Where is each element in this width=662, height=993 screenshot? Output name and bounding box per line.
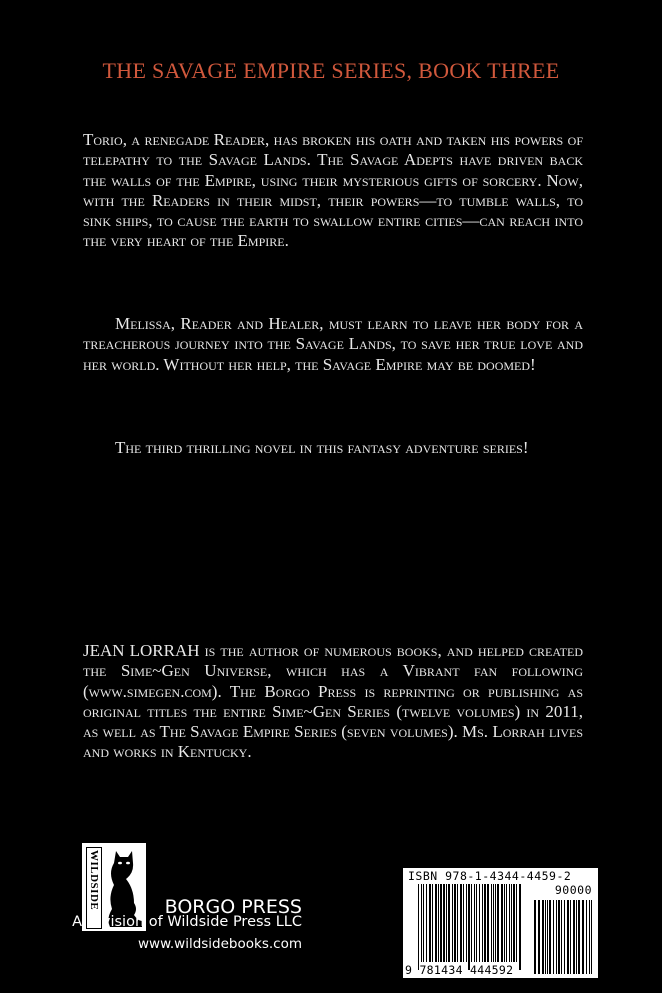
barcode-bar	[479, 884, 480, 962]
barcode-bar	[547, 900, 548, 974]
isbn-number: ISBN 978-1-4344-4459-2	[408, 869, 572, 883]
barcode-bar	[582, 900, 584, 974]
barcode-bar	[452, 884, 453, 962]
blurb-paragraph-3: The third thrilling novel in this fantasy adventure series!	[115, 438, 529, 457]
barcode-bar	[463, 884, 464, 962]
barcode-bar	[586, 900, 587, 974]
barcode-bar	[466, 884, 467, 962]
barcode-bar	[504, 884, 505, 962]
publisher-division: A Division of Wildside Press LLC	[72, 914, 302, 930]
barcode-bar	[542, 900, 544, 974]
barcode-bar	[553, 900, 554, 974]
series-title: THE SAVAGE EMPIRE SERIES, BOOK THREE	[102, 58, 560, 83]
barcode-bar	[538, 900, 540, 974]
barcode-bar	[511, 884, 512, 962]
barcode-bar	[435, 884, 437, 962]
barcode-bar	[513, 884, 515, 962]
barcode-bar	[421, 884, 422, 962]
barcode-bar	[487, 884, 489, 962]
barcode-bar	[491, 884, 492, 962]
author-name: JEAN LORRAH	[83, 641, 200, 660]
barcode-bar	[567, 900, 569, 974]
author-bio-text: is the author of numerous books, and helped created the Sime~Gen Universe, which has a Vibrant fan following (www.simegen.com). The Borgo Press is reprinting or publishing as original titles the entire Sime~Gen Series (twelve volumes) in 2011, as well as The Savage Empire Series (seven volumes). Ms. Lorrah lives and works in Kentucky.	[83, 641, 583, 762]
barcode-bar	[509, 884, 510, 962]
barcode-bar	[476, 884, 477, 962]
barcode-bar	[501, 884, 503, 962]
barcode-bar	[448, 884, 450, 962]
barcode-bar	[558, 900, 560, 974]
barcode-bar	[589, 900, 590, 974]
blurb-paragraph-1: Torio, a renegade Reader, has broken his oath and taken his powers of telepathy to the Savage Lands. The Savage Adepts have driven back the walls of the Empire, using their mysterious gifts of sorcery. Now, with the Readers in their midst, their powers—to tumble walls, to sink ships, to cause the earth to swallow entire cities—can reach into the very heart of the Empire.	[83, 130, 583, 251]
barcode-bar	[493, 884, 494, 962]
barcode-bar	[454, 884, 456, 962]
isbn-barcode	[403, 868, 598, 978]
barcode-bar	[484, 884, 486, 962]
barcode-bar	[561, 900, 562, 974]
barcode-bar	[495, 884, 496, 962]
barcode-bar	[556, 900, 557, 974]
barcode-bar	[564, 900, 565, 974]
barcode-bar	[426, 884, 427, 962]
publisher-name: BORGO PRESS	[164, 896, 302, 918]
barcode-bar	[519, 884, 521, 970]
barcode-bar	[460, 884, 462, 962]
barcode-bar	[570, 900, 571, 974]
barcode-bar	[438, 884, 439, 962]
barcode-bar	[534, 900, 536, 974]
barcode-bar	[545, 900, 546, 974]
barcode-bar	[482, 884, 483, 962]
barcode-bar	[474, 884, 475, 962]
barcode-bar	[573, 900, 575, 974]
barcode-bar	[549, 900, 551, 974]
barcode-bar	[457, 884, 458, 962]
logo-text: WILDSIDE	[88, 850, 100, 911]
barcode-bar	[506, 884, 507, 962]
barcode-bar	[471, 884, 472, 962]
barcode-bar	[576, 900, 577, 974]
price-addon: 90000	[554, 883, 592, 897]
barcode-bar	[418, 884, 419, 970]
author-bio	[83, 641, 583, 763]
publisher-website[interactable]: www.wildsidebooks.com	[137, 936, 302, 952]
barcode-bar	[497, 884, 499, 962]
barcode-bar	[591, 900, 592, 974]
barcode-bar	[423, 884, 424, 962]
blurb-paragraph-2: Melissa, Reader and Healer, must learn to leave her body for a treacherous journey into the Savage Lands, to save her true love and her world. Without her help, the Savage Empire may be doomed!	[83, 314, 583, 374]
barcode-bar	[440, 884, 442, 962]
barcode-bar	[443, 884, 445, 962]
ean-number: 9 781434 444592	[405, 963, 514, 977]
barcode-bar	[429, 884, 431, 962]
barcode-bar	[432, 884, 433, 962]
barcode-bar	[516, 884, 517, 962]
barcode-bar	[578, 900, 580, 974]
barcode-bar	[468, 884, 470, 970]
barcode-bar	[446, 884, 447, 962]
